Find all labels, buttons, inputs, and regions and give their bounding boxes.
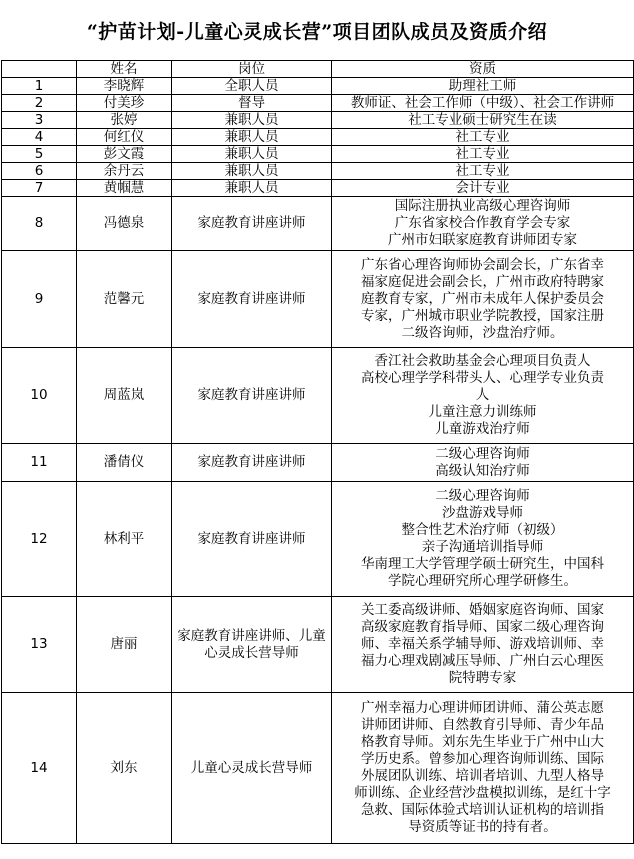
- page-title: “护苗计划-儿童心灵成长营”项目团队成员及资质介绍: [86, 20, 548, 43]
- header-name: 姓名: [77, 61, 172, 78]
- qualification-line: 教师证、社会工作师（中级）、社会工作讲师: [350, 94, 615, 111]
- member-post: 家庭教育讲座讲师: [172, 197, 332, 251]
- member-name: 李晓辉: [77, 78, 172, 95]
- qualification-line: 专家，广州城市职业学院教授，国家注册: [361, 307, 604, 324]
- table-row: [2, 112, 634, 129]
- member-name: 何红仪: [77, 129, 172, 146]
- qualification-line: 导资质等证书的持有者。: [408, 819, 557, 835]
- qualification-line: 福力心理戏剧减压导师、广州白云心理医: [361, 653, 604, 669]
- member-post: 家庭教育讲座讲师: [172, 251, 332, 348]
- header-qualification: 资质: [332, 61, 634, 78]
- qualification-line: 师、幸福关系学辅导师、游戏培训师、幸: [361, 636, 604, 652]
- qualification-line: 助理社工师: [448, 77, 517, 94]
- member-qualification: [332, 78, 634, 95]
- member-name: 冯德泉: [77, 197, 172, 251]
- row-index: 9: [2, 251, 77, 348]
- row-index: 11: [2, 444, 77, 482]
- row-index: 2: [2, 95, 77, 112]
- row-index: 13: [2, 597, 77, 693]
- qualification-line: 急救、国际体验式培训认证机构的培训指: [361, 802, 604, 818]
- qualification-line: 社工专业: [455, 162, 510, 179]
- member-post: 儿童心灵成长营导师: [172, 693, 332, 844]
- qualification-line: 香江社会救助基金会心理项目负责人: [374, 353, 591, 369]
- member-post: 家庭教育讲座讲师、儿童心灵成长营导师: [172, 597, 332, 693]
- table-row: [2, 163, 634, 180]
- member-name: 黄帼慧: [77, 180, 172, 197]
- table-row: [2, 129, 634, 146]
- qualification-line: 国际注册执业高级心理咨询师: [394, 198, 571, 214]
- row-index: 12: [2, 482, 77, 597]
- qualification-line: 关工委高级讲师、婚姻家庭咨询师、国家: [361, 602, 604, 618]
- member-post: 兼职人员: [172, 129, 332, 146]
- member-qualification: [332, 95, 634, 112]
- table-row: [2, 444, 634, 482]
- table-row: [2, 251, 634, 348]
- member-qualification: [332, 163, 634, 180]
- member-name: 潘倩仪: [77, 444, 172, 482]
- member-qualification: [332, 251, 634, 348]
- qualification-line: 人: [475, 387, 490, 403]
- qualification-line: 广州幸福力心理讲师团讲师、蒲公英志愿: [361, 700, 604, 716]
- qualification-line: 广州市妇联家庭教育讲师团专家: [388, 232, 577, 248]
- qualification-line: 学院心理研究所心理学研修生。: [388, 573, 577, 589]
- row-index: 4: [2, 129, 77, 146]
- qualification-line: 格教育导师。刘东先生毕业于广州中山大: [361, 734, 604, 750]
- qualification-line: 高校心理学学科带头人、心理学专业负责: [361, 370, 604, 386]
- member-qualification: [332, 693, 634, 844]
- row-index: 14: [2, 693, 77, 844]
- member-name: 周蓝岚: [77, 348, 172, 444]
- member-qualification: [332, 597, 634, 693]
- table-row: [2, 597, 634, 693]
- member-post: 兼职人员: [172, 146, 332, 163]
- member-name: 刘东: [77, 693, 172, 844]
- qualification-line: 院特聘专家: [448, 670, 517, 686]
- qualification-line: 师训练、企业经营沙盘模拟训练，是红十字: [354, 785, 611, 801]
- qualification-line: 儿童游戏治疗师: [435, 421, 530, 437]
- row-index: 10: [2, 348, 77, 444]
- header-index: [2, 61, 77, 78]
- member-qualification: [332, 482, 634, 597]
- member-name: 张婷: [77, 112, 172, 129]
- member-qualification: [332, 180, 634, 197]
- team-table: [1, 60, 634, 844]
- qualification-line: 亲子沟通培训指导师: [421, 539, 544, 555]
- qualification-line: 社工专业: [455, 128, 510, 145]
- member-name: 余丹云: [77, 163, 172, 180]
- row-index: 1: [2, 78, 77, 95]
- qualification-line: 社工专业: [455, 145, 510, 162]
- member-post: 兼职人员: [172, 112, 332, 129]
- qualification-line: 讲师团讲师、自然教育引导师、青少年品: [361, 717, 604, 733]
- table-row: [2, 78, 634, 95]
- member-qualification: [332, 197, 634, 251]
- qualification-line: 广东省心理咨询师协会副会长，广东省幸: [361, 256, 604, 273]
- member-post: 家庭教育讲座讲师: [172, 348, 332, 444]
- row-index: 6: [2, 163, 77, 180]
- qualification-line: 广东省家校合作教育学会专家: [394, 215, 571, 231]
- qualification-line: 儿童注意力训练师: [428, 404, 537, 420]
- header-row: [2, 61, 634, 78]
- qualification-line: 二级心理咨询师: [435, 488, 530, 504]
- member-qualification: [332, 146, 634, 163]
- qualification-line: 整合性艺术治疗师（初级）: [401, 522, 564, 538]
- table-row: [2, 348, 634, 444]
- row-index: 8: [2, 197, 77, 251]
- member-qualification: [332, 129, 634, 146]
- qualification-line: 庭教育专家，广州市未成年人保护委员会: [361, 290, 604, 307]
- table-row: [2, 95, 634, 112]
- qualification-line: 高级认知治疗师: [435, 462, 530, 479]
- member-post: 兼职人员: [172, 163, 332, 180]
- member-name: 彭文霞: [77, 146, 172, 163]
- qualification-line: 沙盘游戏导师: [442, 505, 523, 521]
- member-qualification: [332, 348, 634, 444]
- table-row: [2, 482, 634, 597]
- table-row: [2, 197, 634, 251]
- row-index: 7: [2, 180, 77, 197]
- member-name: 付美珍: [77, 95, 172, 112]
- qualification-line: 二级心理咨询师: [435, 445, 530, 462]
- member-name: 林利平: [77, 482, 172, 597]
- qualification-line: 会计专业: [455, 179, 510, 196]
- qualification-line: 学历史系。曾参加心理咨询师训练、国际: [361, 751, 604, 767]
- member-qualification: [332, 444, 634, 482]
- qualification-line: 华南理工大学管理学硕士研究生，中国科: [361, 556, 604, 572]
- row-index: 5: [2, 146, 77, 163]
- row-index: 3: [2, 112, 77, 129]
- member-post: 全职人员: [172, 78, 332, 95]
- table-row: [2, 146, 634, 163]
- table-row: [2, 180, 634, 197]
- qualification-line: 高级家庭教育指导师、国家二级心理咨询: [361, 619, 604, 635]
- qualification-line: 二级咨询师，沙盘治疗师。: [401, 324, 564, 341]
- member-name: 范馨元: [77, 251, 172, 348]
- qualification-line: 外展团队训练、培训者培训、九型人格导: [361, 768, 604, 784]
- member-post: 家庭教育讲座讲师: [172, 482, 332, 597]
- member-qualification: [332, 112, 634, 129]
- table-row: [2, 693, 634, 844]
- member-name: 唐丽: [77, 597, 172, 693]
- member-post: 督导: [172, 95, 332, 112]
- member-post: 家庭教育讲座讲师: [172, 444, 332, 482]
- member-post: 兼职人员: [172, 180, 332, 197]
- header-post: 岗位: [172, 61, 332, 78]
- qualification-line: 福家庭促进会副会长，广州市政府特聘家: [361, 273, 604, 290]
- qualification-line: 社工专业硕士研究生在读: [408, 111, 557, 128]
